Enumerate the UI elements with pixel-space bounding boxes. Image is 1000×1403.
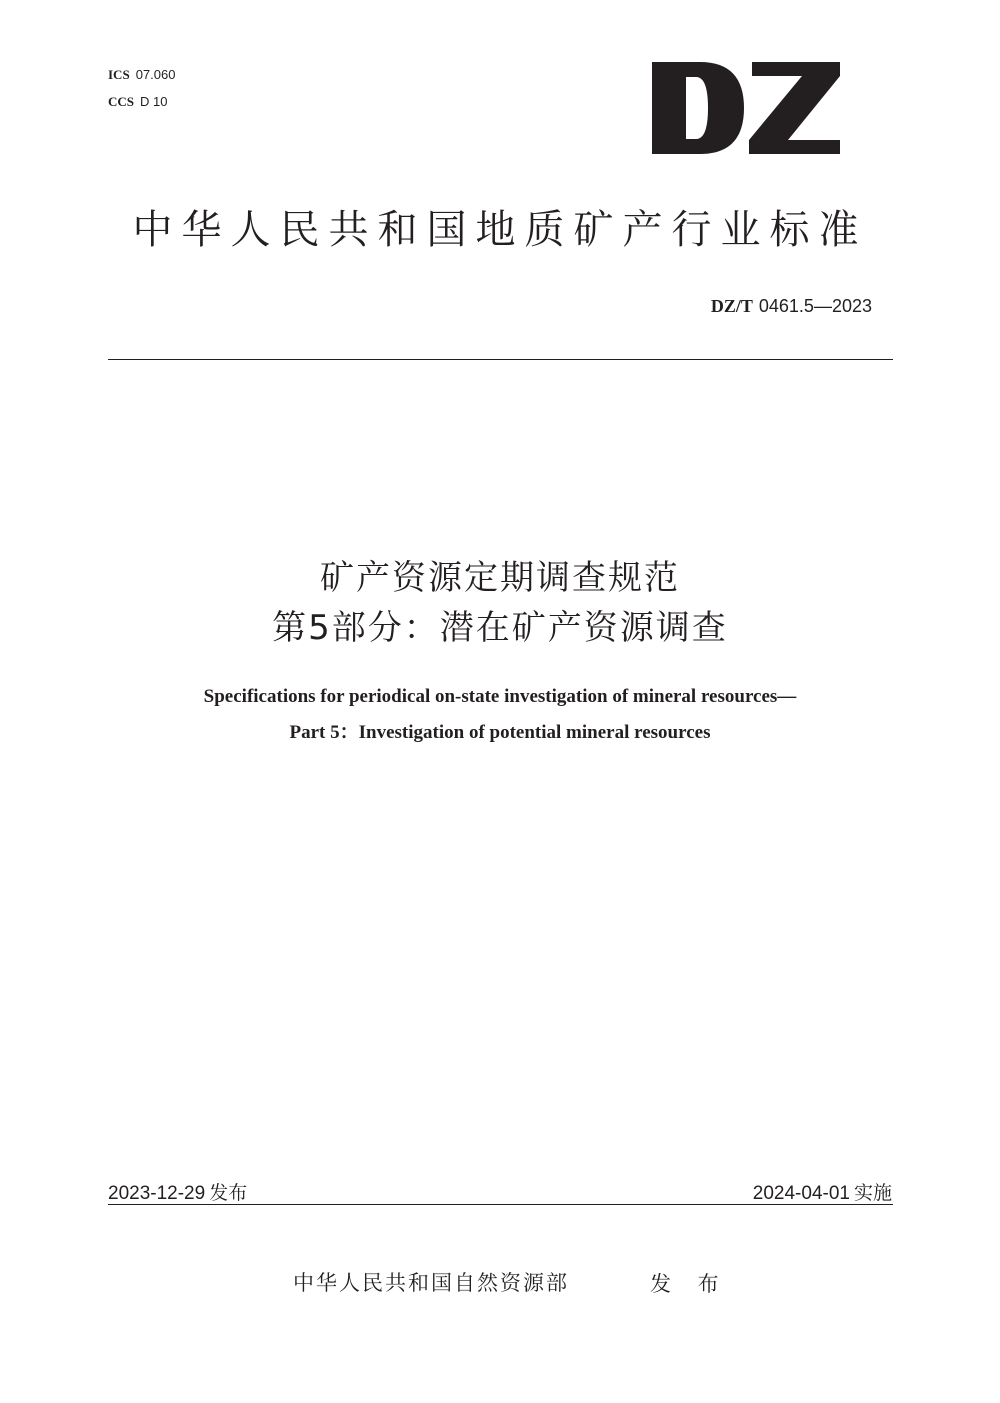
standard-number — [711, 296, 872, 317]
ics-value: 07.060 — [135, 67, 176, 82]
publisher-name: 中华人民共和国自然资源部 — [293, 1271, 569, 1295]
industry-standard-title: 中华人民共和国地质矿产行业标准 — [132, 207, 868, 253]
footer-divider — [108, 1204, 893, 1205]
effective-date: 2024-04-01 — [752, 1183, 850, 1204]
header-divider — [108, 359, 893, 360]
ics-label: ICS — [108, 67, 130, 82]
standard-code: 0461.5—2023 — [758, 296, 872, 316]
ccs-code — [108, 89, 175, 116]
issue-date: 2023-12-29 — [108, 1183, 206, 1204]
ccs-label: CCS — [108, 94, 135, 109]
issue-date-block — [108, 1178, 247, 1205]
ics-code — [108, 62, 175, 89]
publish-action: 发 布 — [650, 1272, 729, 1296]
ccs-value: D 10 — [140, 94, 168, 109]
classification-codes — [108, 62, 175, 116]
english-title-line-2: Part 5：Investigation of potential mineral resources — [289, 722, 711, 743]
english-title-line-1: Specifications for periodical on-state investigation of mineral resources— — [203, 686, 797, 707]
chinese-title-line-2: 第5部分：潜在矿产资源调查 — [272, 608, 728, 648]
standard-prefix: DZ/T — [710, 296, 753, 316]
chinese-title-line-1: 矿产资源定期调查规范 — [320, 558, 680, 598]
issue-label: 发布 — [209, 1182, 248, 1204]
effective-label: 实施 — [853, 1182, 892, 1204]
dz-logo — [652, 62, 840, 154]
effective-date-block — [753, 1178, 892, 1205]
